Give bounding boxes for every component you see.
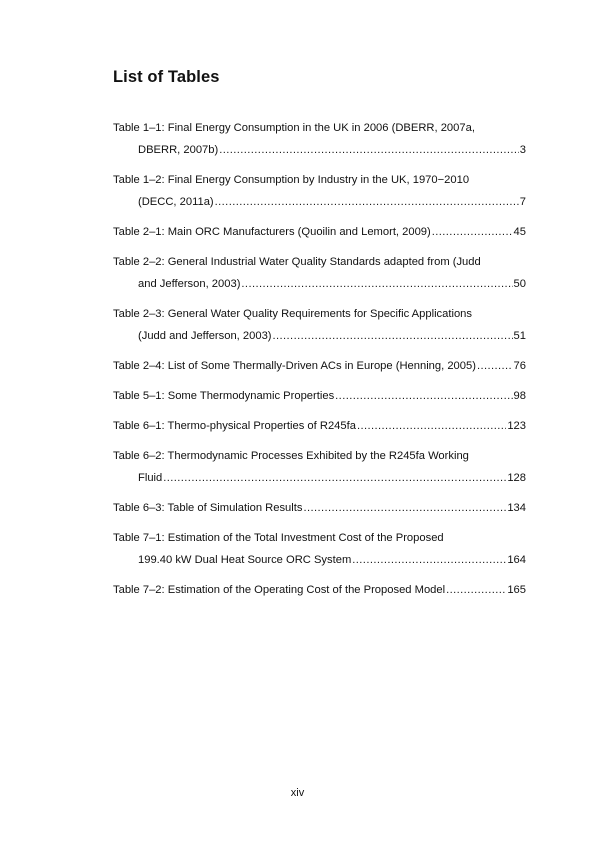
dot-leader <box>335 385 512 407</box>
toc-entry[interactable] <box>113 355 526 377</box>
dot-leader <box>241 273 512 295</box>
entry-page-number: 98 <box>513 390 526 402</box>
toc-entry[interactable] <box>113 169 526 213</box>
entry-title: Table 7–1: Estimation of the Total Investment Cost of the Proposed <box>113 532 444 544</box>
entry-page-number: 134 <box>507 502 526 514</box>
entry-page-number: 7 <box>519 196 526 208</box>
dot-leader <box>273 325 513 347</box>
dot-leader <box>357 415 506 437</box>
entry-title: Table 6–2: Thermodynamic Processes Exhibited by the R245fa Working <box>113 450 469 462</box>
toc-entry[interactable] <box>113 445 526 489</box>
entry-title: Table 2–1: Main ORC Manufacturers (Quoilin and Lemort, 2009) <box>113 226 431 238</box>
entry-title-continued: 199.40 kW Dual Heat Source ORC System <box>138 554 352 566</box>
dot-leader <box>432 221 513 243</box>
entry-title: Table 2–2: General Industrial Water Quality Standards adapted from (Judd <box>113 256 481 268</box>
entry-title-continued: (Judd and Jefferson, 2003) <box>138 330 272 342</box>
dot-leader <box>163 467 506 489</box>
entry-title-continued: (DECC, 2011a) <box>138 196 214 208</box>
entry-page-number: 164 <box>507 554 526 566</box>
entry-title-continued: DBERR, 2007b) <box>138 144 219 156</box>
entry-title: Table 6–3: Table of Simulation Results <box>113 502 303 514</box>
toc-entry[interactable] <box>113 117 526 161</box>
entry-title: Table 2–3: General Water Quality Requirements for Specific Applications <box>113 308 473 320</box>
entry-page-number: 128 <box>507 472 526 484</box>
toc-entry[interactable] <box>113 415 526 437</box>
entry-page-number: 165 <box>507 584 526 596</box>
entry-title: Table 1–1: Final Energy Consumption in the UK in 2006 (DBERR, 2007a, <box>113 122 475 134</box>
list-of-tables <box>113 117 526 601</box>
entry-page-number: 45 <box>513 226 526 238</box>
entry-page-number: 50 <box>513 278 526 290</box>
dot-leader <box>219 139 519 161</box>
dot-leader <box>215 191 519 213</box>
entry-title: Table 1–2: Final Energy Consumption by Industry in the UK, 1970−2010 <box>113 174 470 186</box>
dot-leader <box>477 355 513 377</box>
toc-entry[interactable] <box>113 579 526 601</box>
toc-entry[interactable] <box>113 385 526 407</box>
entry-page-number: 51 <box>513 330 526 342</box>
entry-title-continued: and Jefferson, 2003) <box>138 278 241 290</box>
dot-leader <box>352 549 506 571</box>
page-number-footer: xiv <box>290 787 305 799</box>
toc-entry[interactable] <box>113 303 526 347</box>
entry-page-number: 3 <box>519 144 526 156</box>
toc-entry[interactable] <box>113 251 526 295</box>
toc-entry[interactable] <box>113 497 526 519</box>
toc-entry[interactable] <box>113 527 526 571</box>
entry-title: Table 2–4: List of Some Thermally-Driven ACs in Europe (Henning, 2005) <box>113 360 476 372</box>
entry-title-continued: Fluid <box>138 472 163 484</box>
entry-title: Table 7–2: Estimation of the Operating Cost of the Proposed Model <box>113 584 446 596</box>
entry-page-number: 123 <box>507 420 526 432</box>
page-title: List of Tables <box>113 68 220 86</box>
toc-entry[interactable] <box>113 221 526 243</box>
entry-title: Table 6–1: Thermo-physical Properties of R245fa <box>113 420 356 432</box>
dot-leader <box>303 497 506 519</box>
dot-leader <box>446 579 506 601</box>
entry-title: Table 5–1: Some Thermodynamic Properties <box>113 390 335 402</box>
entry-page-number: 76 <box>513 360 526 372</box>
